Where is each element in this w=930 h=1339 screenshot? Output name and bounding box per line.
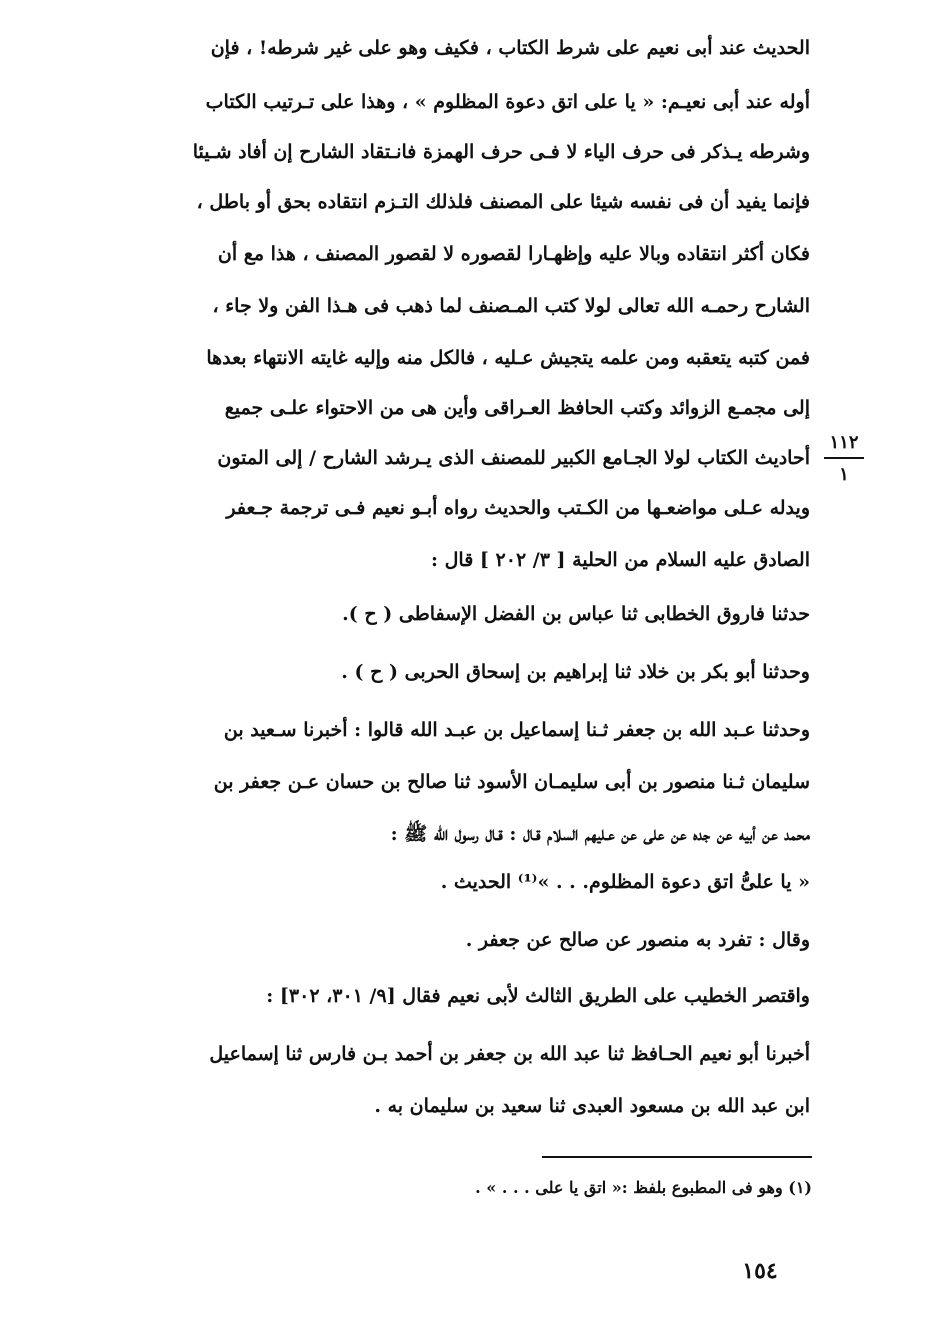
paragraph-line: فمن كتبه يتعقبه ومن علمه يتجيش عـليه ، فالكل منه وإليه غايته الانتهاء بعدها [206, 347, 810, 369]
paragraph-line: الشارح رحمـه الله تعالى لولا كتب المـصنف لما ذهب فى هـذا الفن ولا جاء ، [212, 295, 810, 317]
isnad-block [98, 600, 810, 1130]
isnad-line-3: محمد عن أبيه عن جده عن على عن عـليهم السلام قـال : قـال رسول الله ﷺ : [390, 823, 810, 845]
margin-reference-bottom: ١ [839, 464, 849, 485]
isnad-line-3: سليمان ثـنا منصور بن أبى سليمـان الأسود ثنا صالح بن حسان عـن جعفر بن [213, 771, 810, 793]
footnote: (١) وهو فى المطبوع بلفظ :« اتق يا على . . . » . [475, 1178, 812, 1197]
said-line: وقال : تفرد به منصور عن صالح عن جعفر . [465, 929, 810, 951]
final-line: ابن عبد الله بن مسعود العبدى ثنا سعيد بن سليمان به . [374, 1095, 810, 1117]
isnad-line-3: وحدثنا عـبد الله بن جعفر ثـنا إسماعيل بن عبـد الله قالوا : أخبرنا سـعيد بن [223, 719, 810, 741]
paragraph-line: أوله عند أبى نعيـم: « يا على اتق دعوة المظلوم » ، وهذا على تـرتيب الكتاب [205, 91, 810, 113]
isnad-line-1: حدثنا فاروق الخطابى ثنا عباس بن الفضل الإسفاطى ( ح ). [342, 603, 810, 625]
paragraph-line: فإنما يفيد أن فى نفسه شيئا على المصنف فلذلك التـزم انتقاده بحق أو باطل ، [196, 191, 810, 213]
margin-reference-rule [824, 457, 864, 459]
khatib-line: واقتصر الخطيب على الطريق الثالث لأبى نعيم فقال [٩/ ٣٠١، ٣٠٢] : [266, 985, 810, 1007]
paragraph-line: أحاديث الكتاب لولا الجـامع الكبير للمصنف الذى يـرشد الشارح / إلى المتون [217, 447, 810, 469]
paragraph-line: وشرطه يـذكر فى حرف الياء لا فـى حرف الهمزة فانـتقاد الشارح إن أفاد شـيئا [192, 141, 810, 163]
isnad-line-2: وحدثنا أبو بكر بن خلاد ثنا إبراهيم بن إسحاق الحربى ( ح ) . [341, 661, 810, 683]
page-number: ١٥٤ [742, 1258, 778, 1284]
isnad-line-3: « يا علىُّ اتق دعوة المظلوم. . . »⁽¹⁾ الحديث . [440, 871, 810, 893]
main-paragraph [98, 34, 810, 574]
paragraph-line: الصادق عليه السلام من الحلية [ ٣/ ٢٠٢ ] قال : [431, 549, 810, 571]
paragraph-line: فكان أكثر انتقاده وبالا عليه وإظهـارا لقصوره لا لقصور المصنف ، هذا مع أن [217, 243, 810, 265]
paragraph-line: إلى مجمـع الزوائد وكتب الحافظ العـراقى وأين هى من الاحتواء علـى جميع [224, 397, 810, 419]
final-line: أخبرنا أبو نعيم الحـافظ ثنا عبد الله بن جعفر بن أحمد بـن فارس ثنا إسماعيل [209, 1043, 810, 1065]
paragraph-line: الحديث عند أبى نعيم على شرط الكتاب ، فكيف وهو على غير شرطه! ، فإن [210, 37, 810, 59]
margin-reference-top: ١١٢ [829, 432, 859, 453]
paragraph-line: ويدله عـلى مواضعـها من الكـتب والحديث رواه أبـو نعيم فـى ترجمة جـعفر [226, 497, 810, 519]
footnote-separator [542, 1156, 812, 1158]
